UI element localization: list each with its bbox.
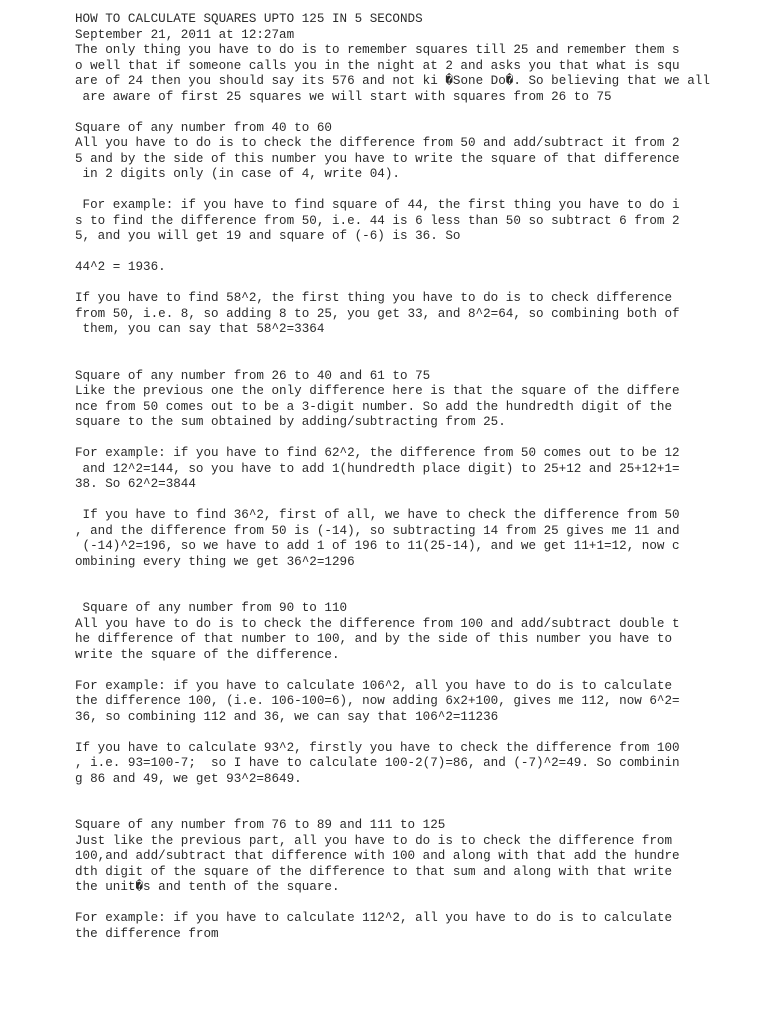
text-line: 38. So 62^2=3844 (75, 477, 196, 491)
text-line: All you have to do is to check the difference from 50 and add/subtract it from 2 (75, 136, 680, 150)
document-date: September 21, 2011 at 12:27am (75, 27, 295, 42)
text-line: the difference from (75, 926, 219, 941)
text-line: the unit�s and tenth of the square. (75, 880, 340, 894)
text-line: square to the sum obtained by adding/subtracting from 25. (75, 415, 506, 429)
paragraph (75, 818, 755, 896)
text-line: The only thing you have to do is to remember squares till 25 and remember them s (75, 43, 680, 57)
paragraph (75, 43, 755, 105)
text-line: write the square of the difference. (75, 647, 340, 662)
text-line: Square of any number from 90 to 110 (75, 601, 348, 615)
paragraph-gap (75, 896, 755, 912)
paragraph-gap (75, 353, 755, 369)
text-line: Like the previous one the only difference here is that the square of the differe (75, 384, 680, 398)
text-line: and 12^2=144, so you have to add 1(hundredth place digit) to 25+12 and 25+12+1= (75, 461, 680, 476)
text-line: s to find the difference from 50, i.e. 44 is 6 less than 50 so subtract 6 from 2 (75, 213, 680, 228)
text-line: dth digit of the square of the difference to that sum and along with that write (75, 864, 673, 879)
text-line: g 86 and 49, we get 93^2=8649. (75, 771, 302, 786)
text-line: nce from 50 comes out to be a 3-digit number. So add the hundredth digit of the (75, 399, 673, 414)
text-line: ombining every thing we get 36^2=1296 (75, 554, 355, 569)
document-body (75, 43, 755, 942)
paragraph-gap (75, 570, 755, 586)
text-line: , and the difference from 50 is (-14), so subtracting 14 from 25 gives me 11 and (75, 523, 680, 538)
paragraph-gap (75, 245, 755, 261)
text-line: If you have to find 58^2, the first thing you have to do is to check difference (75, 291, 673, 305)
text-line: he difference of that number to 100, and by the side of this number you have to (75, 632, 673, 646)
paragraph-gap (75, 803, 755, 819)
paragraph (75, 911, 755, 942)
text-line: For example: if you have to calculate 106^2, all you have to do is to calculate (75, 678, 673, 693)
paragraph (75, 741, 755, 788)
text-line: For example: if you have to find 62^2, the difference from 50 comes out to be 12 (75, 446, 680, 460)
text-line: (-14)^2=196, so we have to add 1 of 196 to 11(25-14), and we get 11+1=12, now c (75, 539, 680, 553)
paragraph-gap (75, 431, 755, 447)
paragraph (75, 121, 755, 183)
text-line: Square of any number from 26 to 40 and 61 to 75 (75, 368, 431, 383)
text-line: 5, and you will get 19 and square of (-6) is 36. So (75, 229, 461, 243)
text-line: are aware of first 25 squares we will start with squares from 26 to 75 (75, 89, 612, 104)
text-line: Just like the previous part, all you have to do is to check the difference from (75, 833, 673, 848)
paragraph-gap (75, 105, 755, 121)
text-line: are of 24 then you should say its 576 and not ki �Sone Do�. So believing that we all (75, 74, 710, 88)
text-line: If you have to find 36^2, first of all, we have to check the difference from 50 (75, 508, 680, 522)
text-line: from 50, i.e. 8, so adding 8 to 25, you get 33, and 8^2=64, so combining both of (75, 306, 680, 321)
paragraph-gap (75, 276, 755, 292)
document-page (75, 12, 755, 942)
text-line: All you have to do is to check the difference from 100 and add/subtract double t (75, 616, 680, 631)
paragraph-gap (75, 338, 755, 354)
paragraph-gap (75, 787, 755, 803)
text-line: o well that if someone calls you in the night at 2 and asks you that what is squ (75, 58, 680, 73)
document-title: HOW TO CALCULATE SQUARES UPTO 125 IN 5 SECONDS (75, 12, 423, 26)
text-line: 5 and by the side of this number you have to write the square of that difference (75, 151, 680, 166)
text-line: them, you can say that 58^2=3364 (75, 322, 325, 336)
text-line: in 2 digits only (in case of 4, write 04). (75, 167, 400, 181)
text-line: 36, so combining 112 and 36, we can say that 106^2=11236 (75, 709, 499, 724)
text-line: Square of any number from 40 to 60 (75, 120, 332, 135)
text-line: 44^2 = 1936. (75, 260, 166, 274)
text-line: For example: if you have to find square of 44, the first thing you have to do i (75, 198, 680, 212)
paragraph (75, 198, 755, 245)
text-line: Square of any number from 76 to 89 and 111 to 125 (75, 818, 446, 832)
paragraph (75, 446, 755, 493)
paragraph (75, 260, 755, 276)
paragraph (75, 291, 755, 338)
text-line: If you have to calculate 93^2, firstly you have to check the difference from 100 (75, 740, 680, 755)
paragraph-gap (75, 663, 755, 679)
paragraph (75, 601, 755, 663)
paragraph-gap (75, 183, 755, 199)
text-line: For example: if you have to calculate 112^2, all you have to do is to calculate (75, 911, 673, 925)
text-line: , i.e. 93=100-7; so I have to calculate 100-2(7)=86, and (-7)^2=49. So combinin (75, 756, 680, 770)
paragraph (75, 369, 755, 431)
paragraph (75, 508, 755, 570)
paragraph-gap (75, 586, 755, 602)
text-line: the difference 100, (i.e. 106-100=6), now adding 6x2+100, gives me 112, now 6^2= (75, 694, 680, 708)
text-line: 100,and add/subtract that difference with 100 and along with that add the hundre (75, 849, 680, 863)
paragraph-gap (75, 493, 755, 509)
paragraph-gap (75, 725, 755, 741)
paragraph (75, 679, 755, 726)
